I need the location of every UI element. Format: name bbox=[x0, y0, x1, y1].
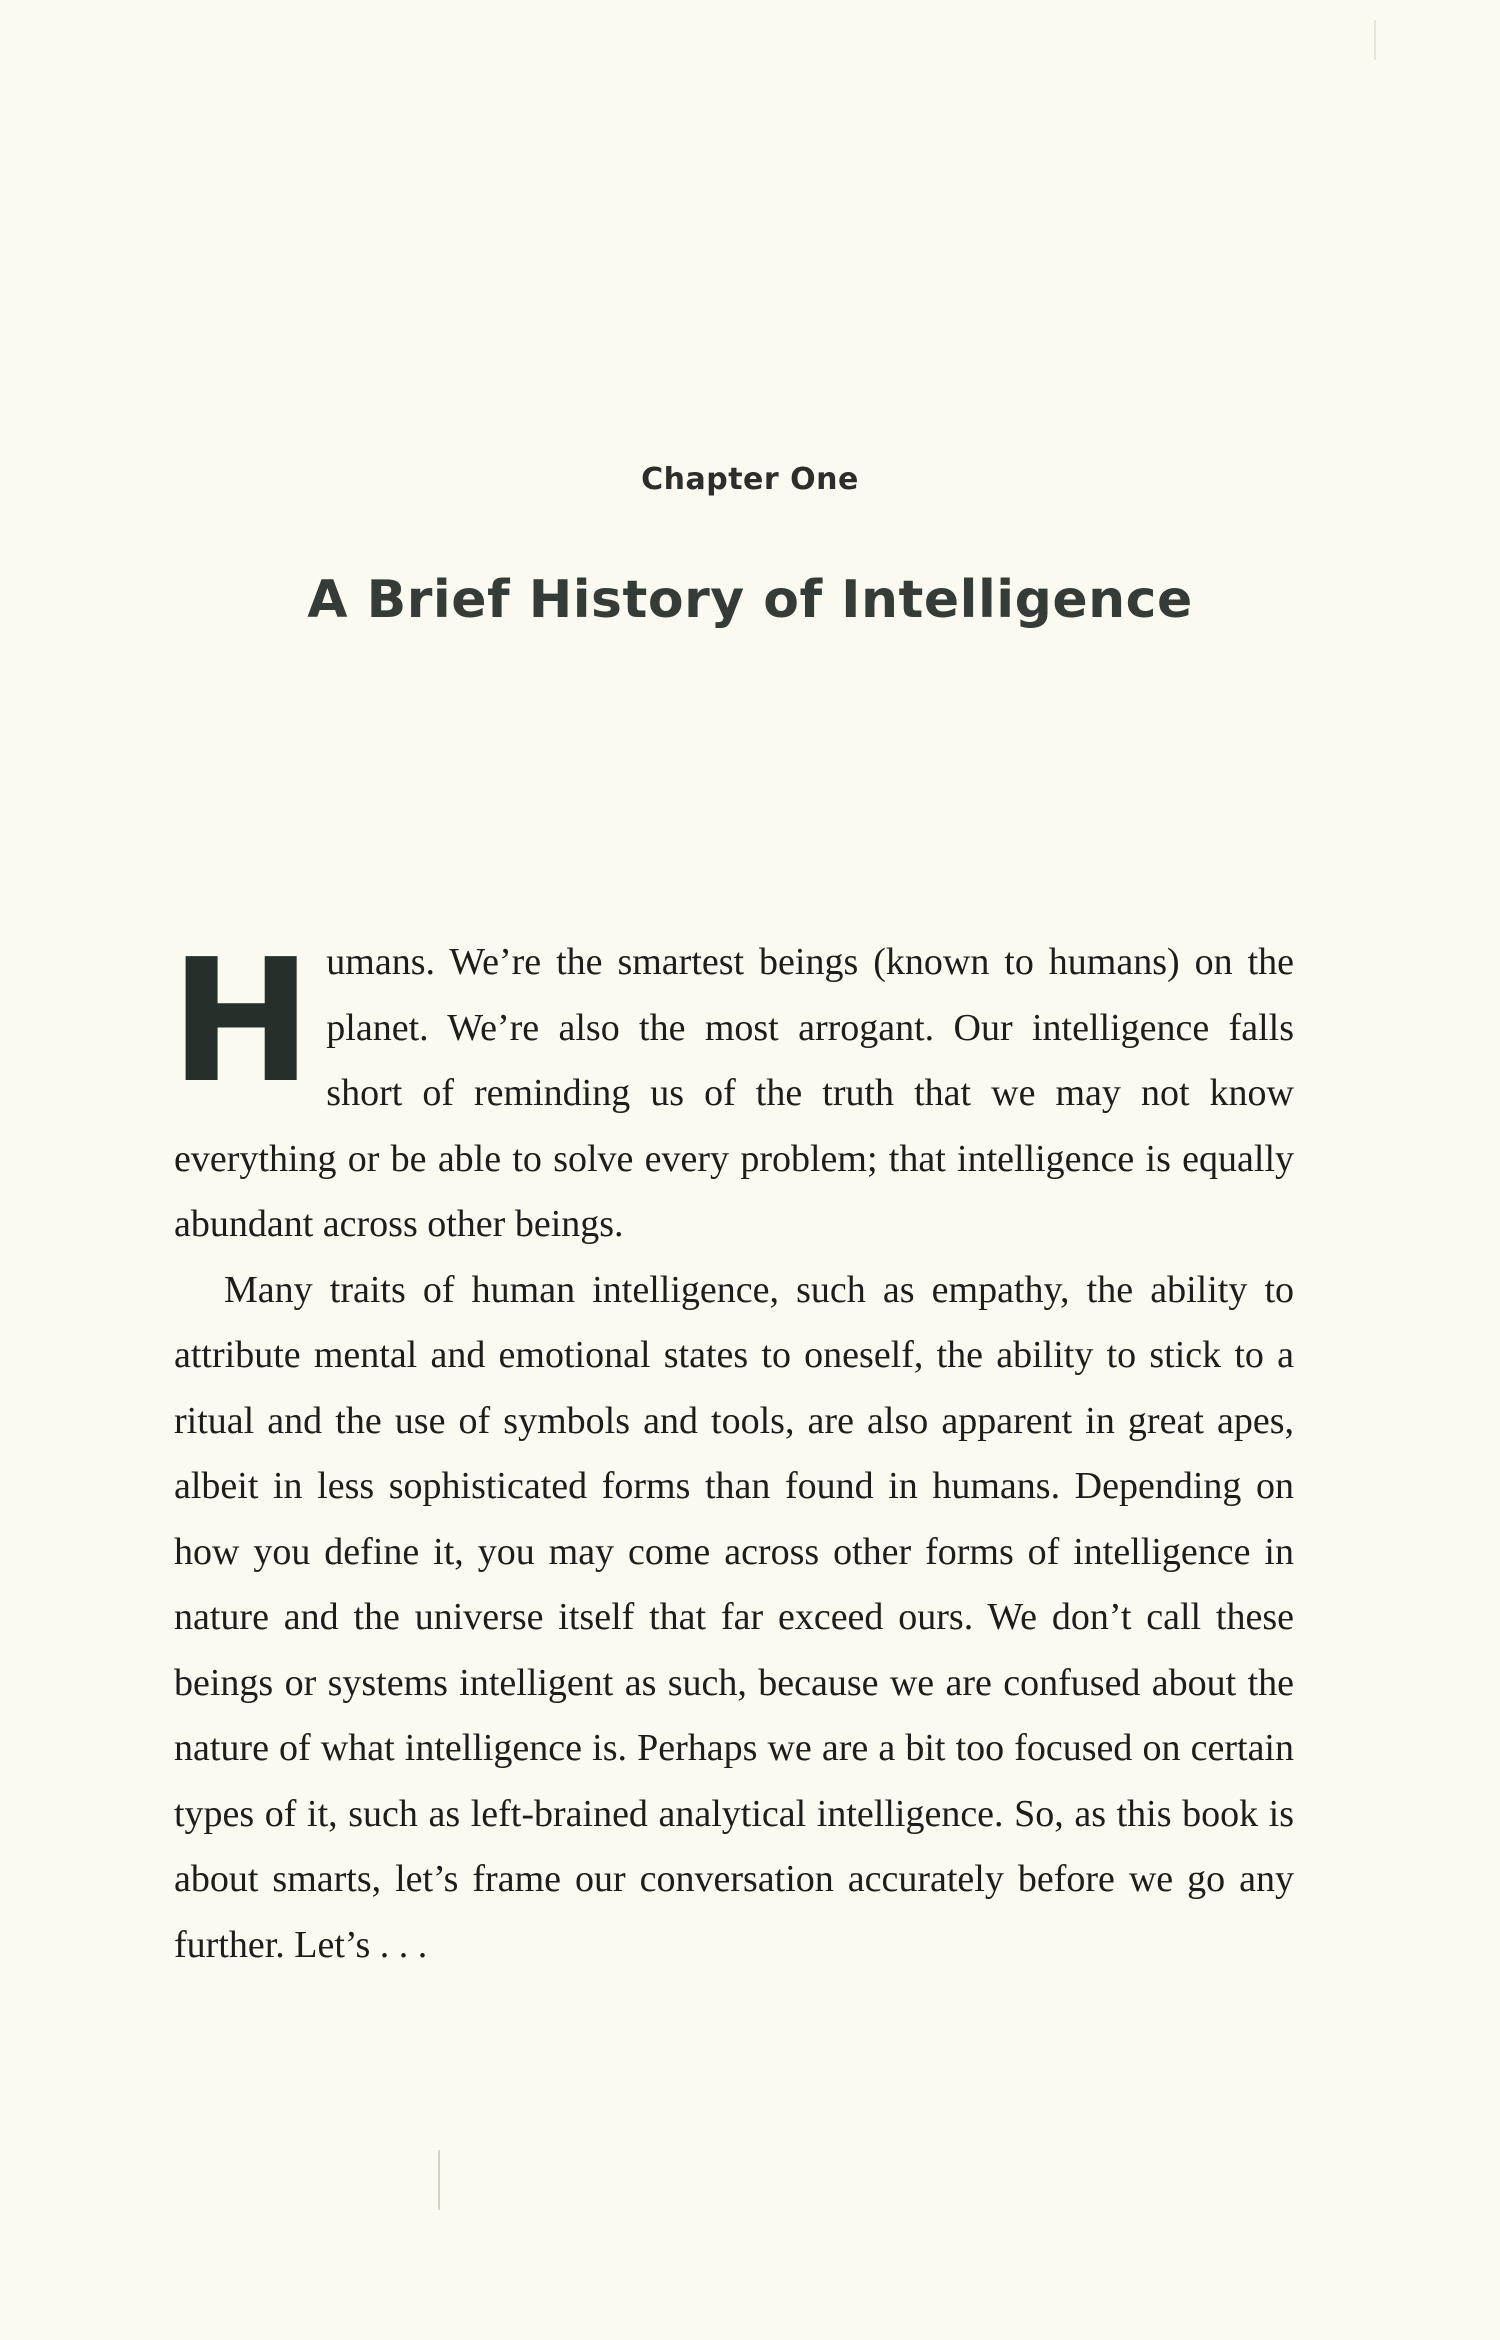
scan-artifact-line bbox=[1374, 20, 1376, 60]
chapter-title: A Brief History of Intelligence bbox=[307, 570, 1193, 630]
chapter-label: Chapter One bbox=[641, 462, 859, 497]
drop-cap: H bbox=[170, 923, 313, 1121]
paragraph-1 bbox=[170, 923, 1294, 1258]
scan-artifact-line bbox=[438, 2150, 440, 2210]
paragraph-2: Many traits of human intelligence, such as empathy, the ability to attribute mental and emotional states to oneself, the ability to stick to a ritual and the use of symbols and tools, are also apparent in great apes, albeit in less sophisticated forms than found in humans. Depending on how you define it, you may come across other forms of intelligence in nature and the universe itself that far exceed ours. We don’t call these beings or systems intelligent as such, because we are confused about the nature of what intelligence is. Perhaps we are a bit too focused on certain types of it, such as left-brained analytical intelligence. So, as this book is about smarts, let’s frame our conversation accurately before we go any further. Let’s . . . bbox=[174, 1268, 1294, 1966]
paragraph-1-text: umans. We’re the smartest beings (known to humans) on the planet. We’re also the most arrogant. Our intelligence falls short of reminding us of the truth that we may not know everything or be able to solve every problem; that intelligence is equally abundant across other beings. bbox=[174, 941, 1294, 1245]
chapter-body bbox=[170, 923, 1294, 1978]
